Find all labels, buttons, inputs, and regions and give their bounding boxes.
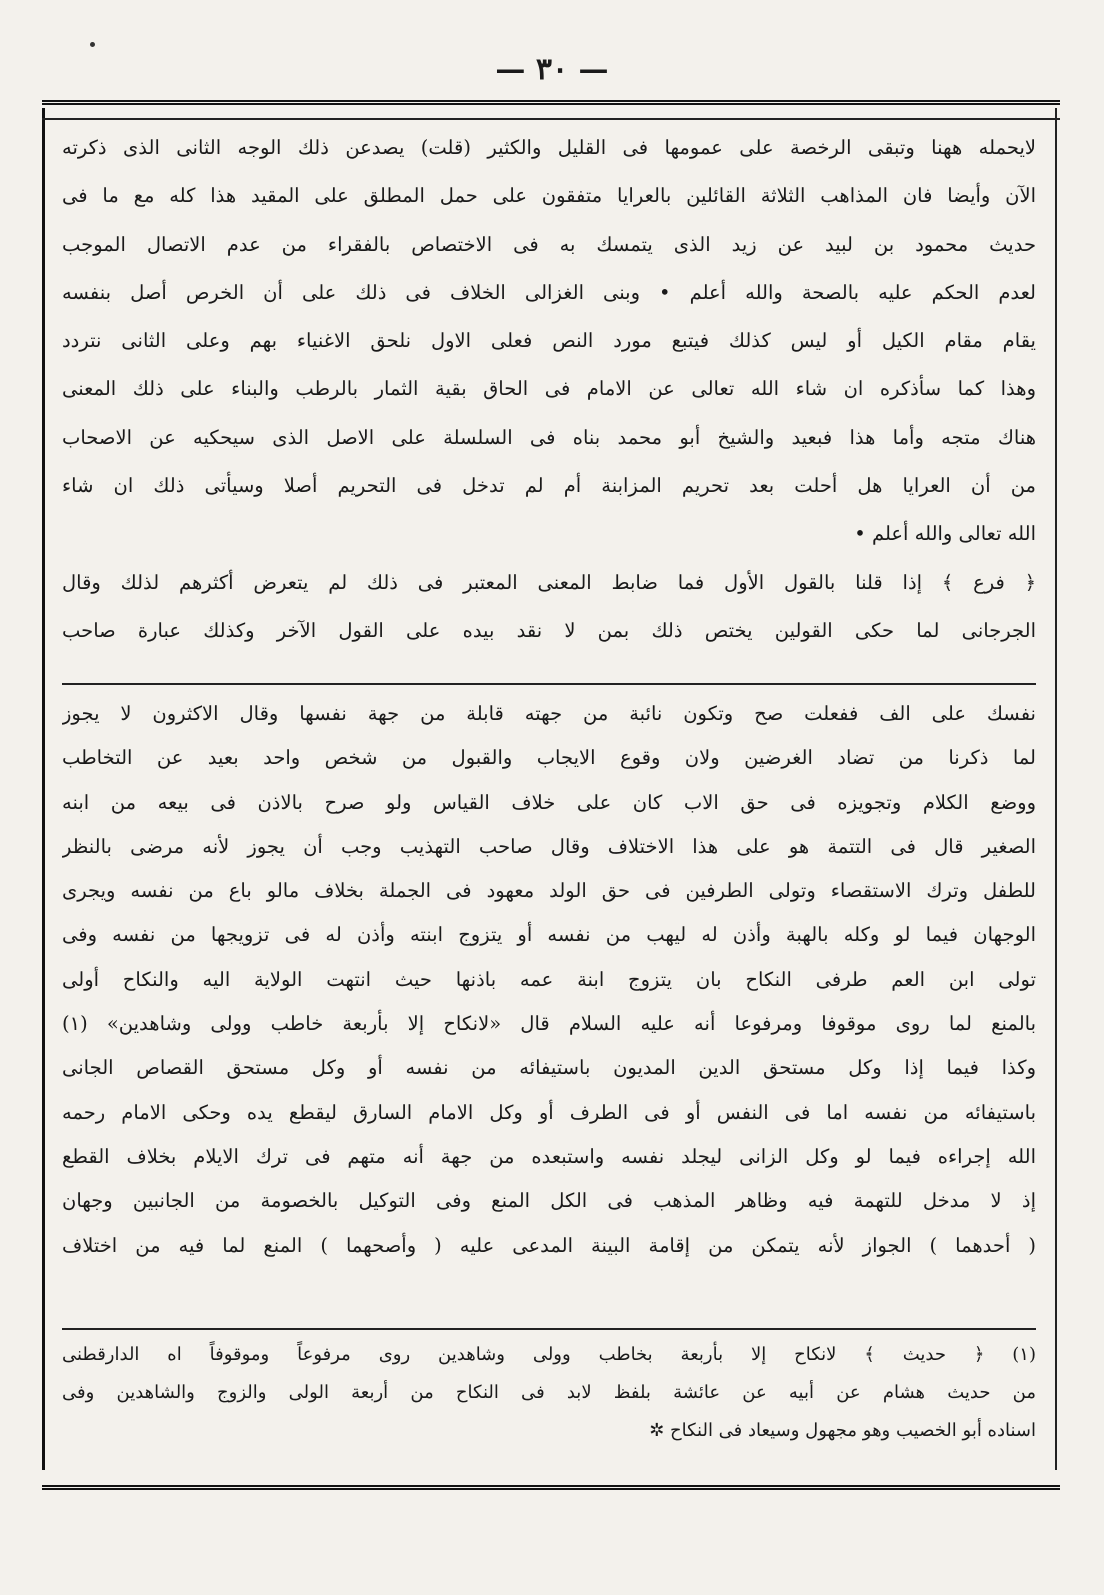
commentary-line: الله إجراءه فيما لو وكل الزانى ليجلد نفسه واستبعده من جهة أنه متهم فى ترك الايلام بخلاف القطع bbox=[62, 1144, 1036, 1168]
ink-speck bbox=[90, 42, 95, 47]
main-text-line: من أن العرايا هل أحلت بعد تحريم المزابنة أم لم تدخل فى التحريم أصلا وسيأتى ذلك ان شاء bbox=[62, 474, 1036, 498]
main-text-line: لايحمله ههنا وتبقى الرخصة على عمومها فى القليل والكثير (قلت) يصدعن ذلك الوجه الثانى الذى ذكرته bbox=[62, 136, 1036, 159]
commentary-line: وكذا فيما إذا وكل مستحق الدين المديون باستيفائه من نفسه أو وكل مستحق القصاص الجانى bbox=[62, 1056, 1036, 1080]
main-text-line: الآن وأيضا فان المذاهب الثلاثة القائلين بالعرايا متفقون على حمل المطلق على المقيد هذا كله مع ما فى bbox=[62, 184, 1036, 208]
footnote-line: من حديث هشام عن أبيه عن عائشة بلفظ لابد فى النكاح من أربعة الولى والزوج والشاهدين وفى bbox=[62, 1382, 1036, 1403]
main-text-line: الجرجانى لما حكى القولين يختص ذلك بمن لا نقد بيده على القول الآخر وكذلك عبارة صاحب bbox=[62, 618, 1036, 642]
frame-right-rule bbox=[1055, 108, 1057, 1470]
main-text-block bbox=[62, 124, 1036, 655]
footnote-line: (١) ﴿ حديث ﴾ لانكاح إلا بأربعة بخاطب وولى وشاهدين روى مرفوعاً وموقوفاً اه الدارقطنى bbox=[62, 1344, 1036, 1365]
main-text-line: حديث محمود بن لبيد عن زيد الذى يتمسك به فى الاختصاص بالفقراء من عدم الاتصال الموجب bbox=[62, 232, 1036, 256]
commentary-line: بالمنع لما روى موقوفا ومرفوعا أنه عليه السلام قال «لانكاح إلا بأربعة خاطب وولى وشاهدين» (١) bbox=[62, 1012, 1036, 1036]
section-divider bbox=[62, 683, 1036, 685]
main-text-line: الله تعالى والله أعلم • bbox=[854, 522, 1036, 546]
footnote-block bbox=[62, 1336, 1036, 1450]
commentary-line: نفسك على الف ففعلت صح وتكون نائبة من جهته قابلة من جهة نفسها وقال الاكثرون لا يجوز bbox=[62, 702, 1036, 725]
main-text-line: ﴿ فرع ﴾ إذا قلنا بالقول الأول فما ضابط المعنى المعتبر فى ذلك لم يتعرض أكثرهم لذلك وقال bbox=[62, 570, 1036, 594]
commentary-line: الوجهان فيما لو وكله بالهبة وأذن له ليهب من نفسه أو يتزوج ابنته وأذن له فى تزويجها من نفسه وفى bbox=[62, 923, 1036, 947]
commentary-line: ( أحدهما ) الجواز لأنه يتمكن من إقامة البينة المدعى عليه ( وأصحهما ) المنع لما فيه من اختلاف bbox=[62, 1233, 1036, 1257]
commentary-line: ووضع الكلام وتجويزه فى حق الاب كان على خلاف القياس ولو صرح بالاذن فى بيعه من ابنه bbox=[62, 790, 1036, 814]
commentary-block bbox=[62, 692, 1036, 1268]
page-number: — ٣٠ — bbox=[495, 52, 609, 87]
commentary-line: للطفل وترك الاستقصاء وتولى الطرفين فى حق الولد معهود فى الجملة بخلاف مالو باع من نفسه ويجرى bbox=[62, 879, 1036, 903]
footnote-divider bbox=[62, 1328, 1036, 1330]
commentary-line: الصغير قال فى التتمة هو على هذا الاختلاف وقال صاحب التهذيب وجب أن يجوز لأنه مرضى بالنظر bbox=[62, 834, 1036, 858]
main-text-line: لعدم الحكم عليه بالصحة والله أعلم • وبنى الغزالى الخلاف فى ذلك على أن الخرص أصل بنفسه bbox=[62, 280, 1036, 304]
footnote-line: اسناده أبو الخصيب وهو مجهول وسيعاد فى النكاح ✲ bbox=[649, 1420, 1036, 1441]
frame-left-rule bbox=[42, 108, 45, 1470]
main-text-line: هناك متجه وأما هذا فبعيد والشيخ أبو محمد بناه فى السلسلة على الاصل الذى سيحكيه عن الاصحاب bbox=[62, 425, 1036, 449]
main-text-line: يقام مقام الكيل أو ليس كذلك فيتبع مورد النص فعلى الاول نلحق الاغنياء بهم وعلى الثانى نتردد bbox=[62, 329, 1036, 353]
frame-inner-top-rule bbox=[42, 118, 1060, 120]
commentary-line: تولى ابن العم طرفى النكاح بان يتزوج ابنة عمه باذنها حيث انتهت الولاية اليه والنكاح أولى bbox=[62, 967, 1036, 991]
commentary-line: لما ذكرنا من تضاد الغرضين ولان وقوع الايجاب والقبول من شخص واحد بعيد عن التخاطب bbox=[62, 746, 1036, 770]
commentary-line: إذ لا مدخل للتهمة فيه وظاهر المذهب فى الكل المنع وفى التوكيل بالخصومة من الجانبين وجهان bbox=[62, 1189, 1036, 1213]
commentary-line: باستيفائه من نفسه اما فى النفس أو فى الطرف أو وكل الامام السارق ليقطع يده وحكى الامام رحمه bbox=[62, 1100, 1036, 1124]
main-text-line: وهذا كما سأذكره ان شاء الله تعالى عن الامام فى الحاق بقية الثمار بالرطب والبناء على ذلك المعنى bbox=[62, 377, 1036, 401]
